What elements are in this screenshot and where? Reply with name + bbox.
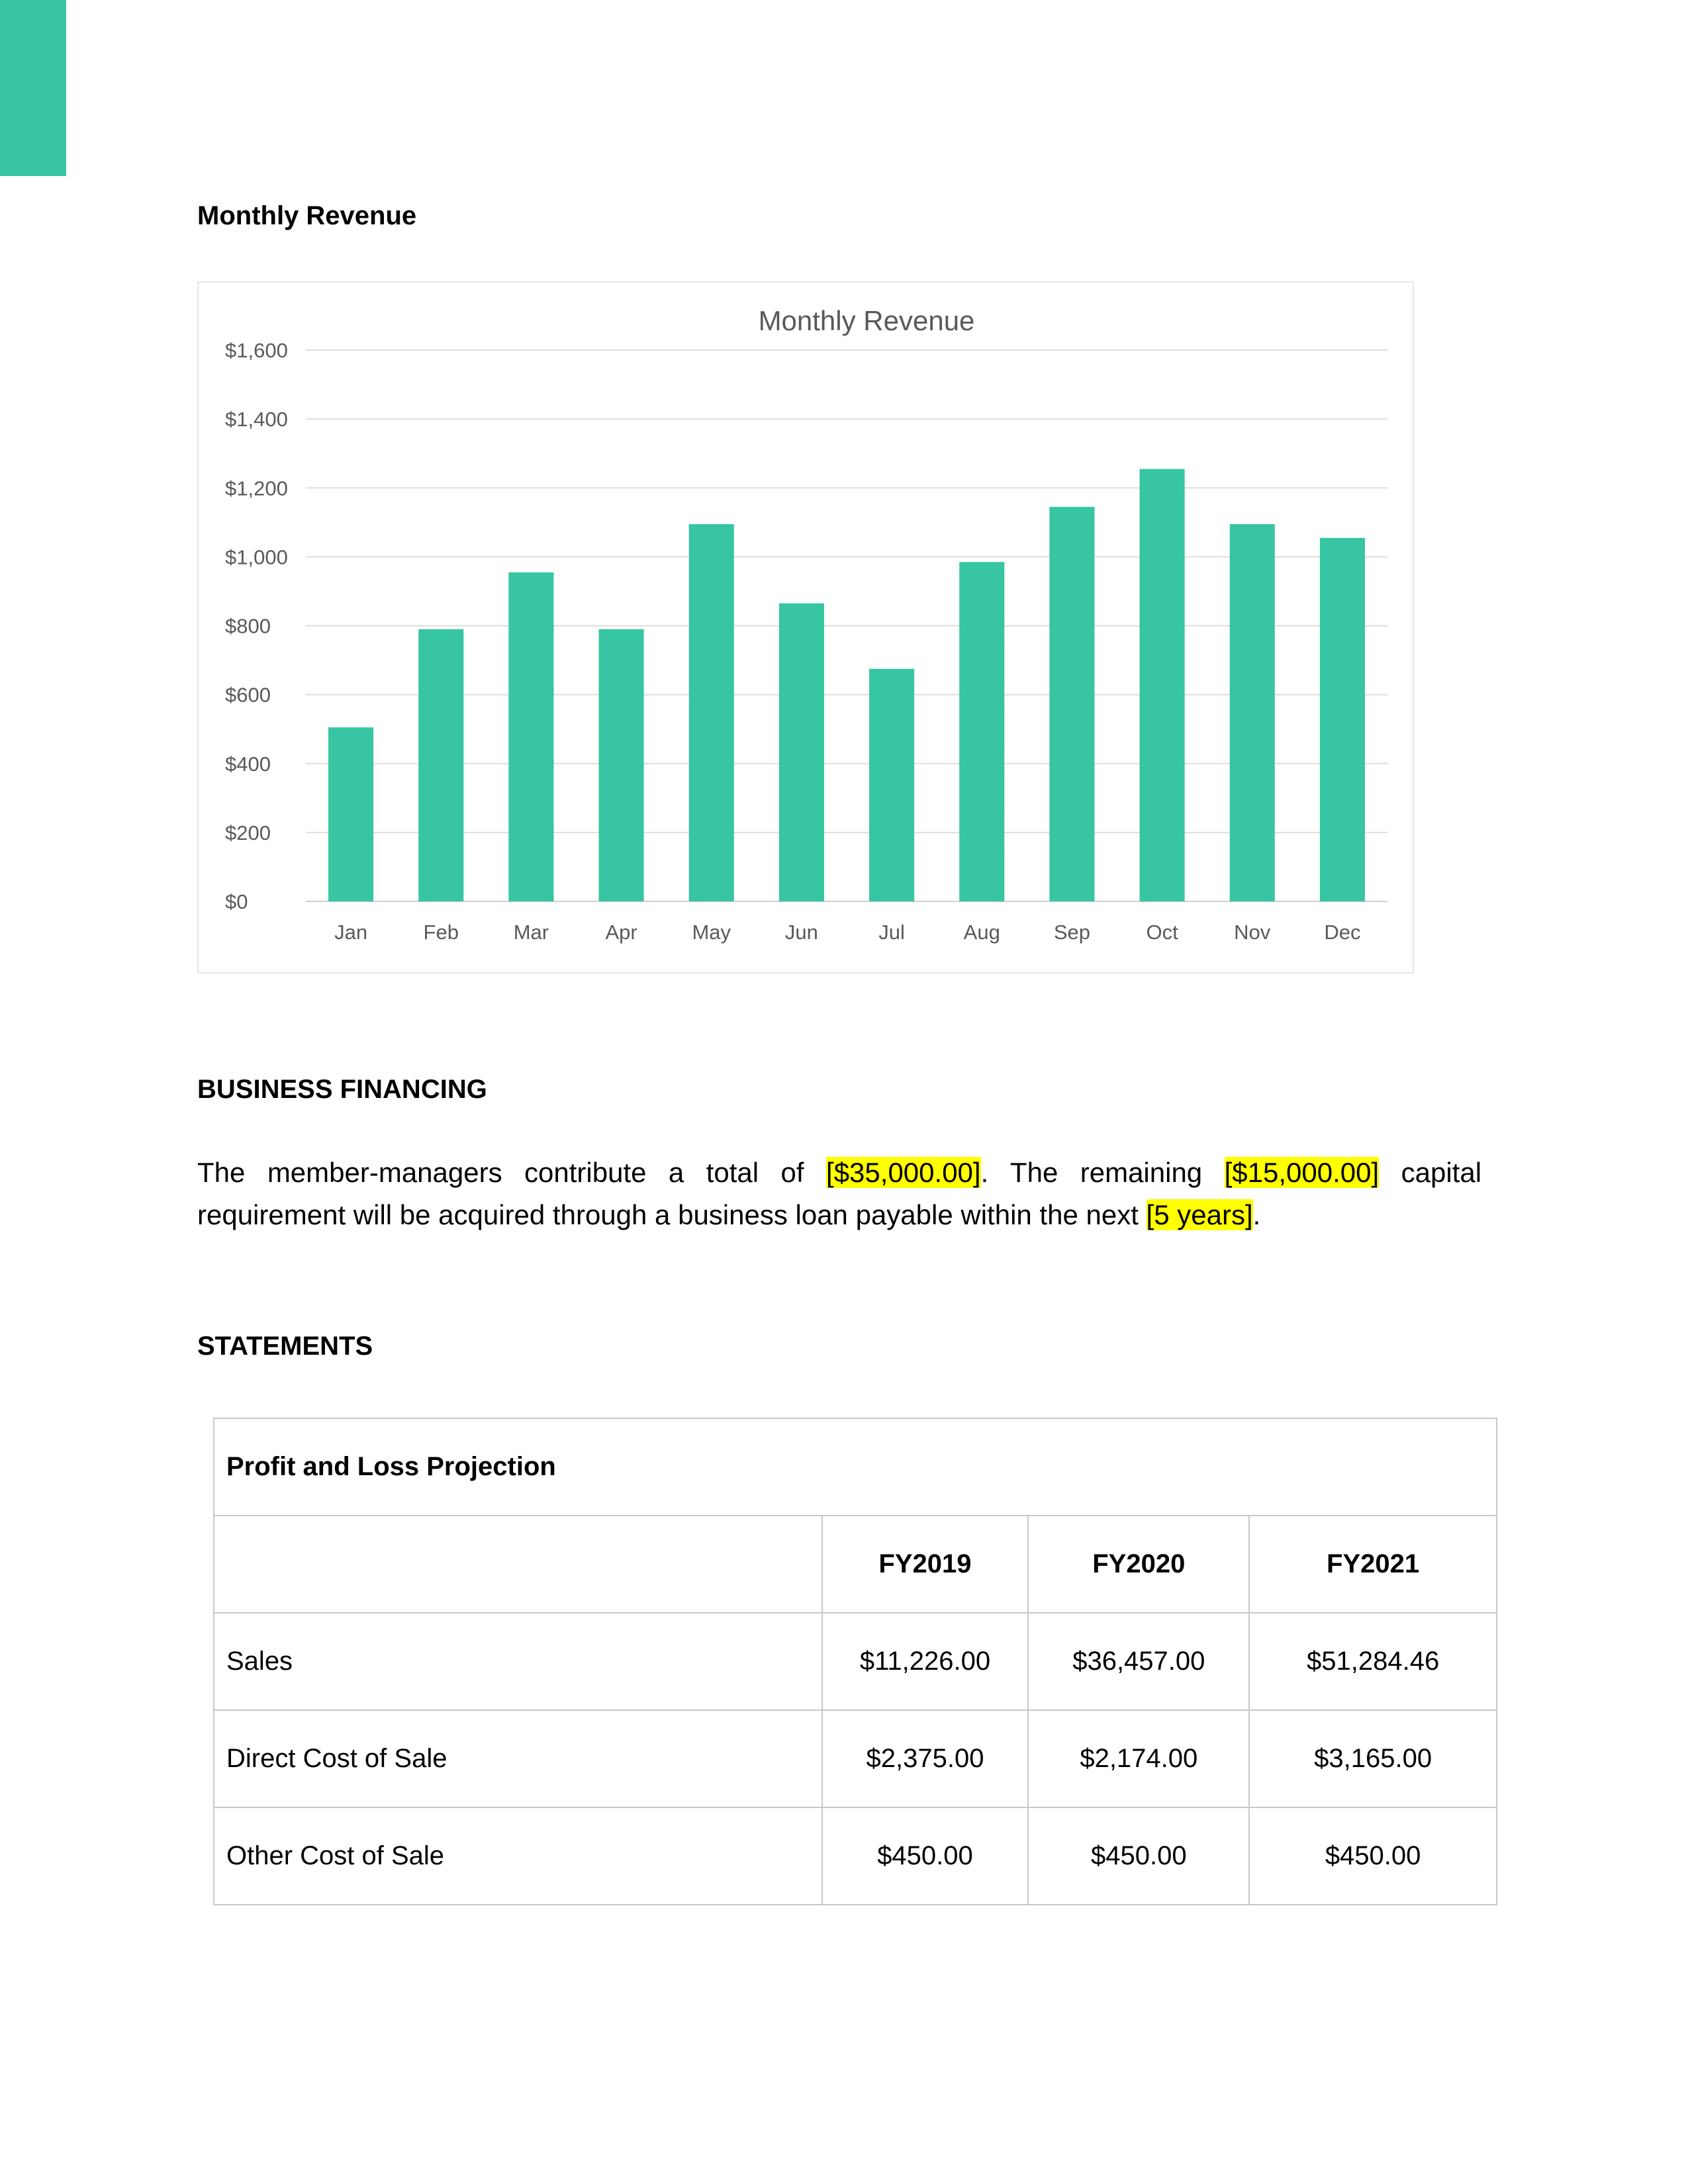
y-tick-label: $1,400 — [225, 408, 288, 432]
x-tick-label: Jun — [784, 921, 818, 944]
cell-value: $2,375.00 — [822, 1710, 1029, 1807]
cell-value: $51,284.46 — [1249, 1613, 1497, 1710]
profit-loss-table — [213, 1418, 1497, 1905]
corner-accent-tab — [0, 0, 66, 176]
x-tick-label: Jul — [878, 921, 905, 944]
bar — [1230, 524, 1275, 901]
cell-value: $2,174.00 — [1028, 1710, 1249, 1807]
bar — [869, 669, 914, 901]
bar — [1320, 538, 1365, 901]
cell-value: $36,457.00 — [1028, 1613, 1249, 1710]
chart-title: Monthly Revenue — [758, 305, 975, 336]
financing-text-1: The member-managers contribute a total of — [197, 1157, 827, 1188]
y-tick-label: $200 — [225, 821, 271, 844]
header-fy2020: FY2020 — [1028, 1516, 1249, 1613]
x-tick-label: Jan — [334, 921, 368, 944]
y-tick-label: $800 — [225, 614, 271, 638]
y-tick-label: $1,000 — [225, 545, 288, 569]
bar — [418, 629, 463, 901]
financing-text-4: . — [1252, 1199, 1261, 1230]
monthly-revenue-chart — [197, 281, 1414, 974]
financing-text-3: capital requirement will be acquired through a business loan payable within the next — [197, 1157, 1482, 1230]
table-header-row — [214, 1516, 1497, 1613]
header-fy2021: FY2021 — [1249, 1516, 1497, 1613]
bar — [1140, 469, 1185, 901]
remaining-amount-highlight: [$15,000.00] — [1224, 1157, 1380, 1188]
cell-value: $450.00 — [1249, 1807, 1497, 1905]
x-tick-label: Oct — [1146, 921, 1178, 944]
cell-value: $3,165.00 — [1249, 1710, 1497, 1807]
bar — [599, 629, 644, 901]
x-tick-label: Dec — [1324, 921, 1361, 944]
table-caption: Profit and Loss Projection — [214, 1418, 1497, 1516]
cell-value: $450.00 — [822, 1807, 1029, 1905]
bar — [508, 572, 553, 901]
cell-value: $11,226.00 — [822, 1613, 1029, 1710]
y-tick-label: $600 — [225, 683, 271, 707]
header-fy2019: FY2019 — [822, 1516, 1029, 1613]
y-tick-label: $1,600 — [225, 339, 288, 362]
contributed-amount-highlight: [$35,000.00] — [826, 1157, 981, 1188]
row-label: Direct Cost of Sale — [214, 1710, 822, 1807]
bar — [689, 524, 734, 901]
bar — [959, 562, 1004, 901]
table-row — [214, 1807, 1497, 1905]
x-tick-label: Sep — [1053, 921, 1091, 944]
x-tick-label: Feb — [423, 921, 459, 944]
monthly-revenue-heading: Monthly Revenue — [197, 201, 417, 230]
cell-value: $450.00 — [1028, 1807, 1249, 1905]
row-label: Sales — [214, 1613, 822, 1710]
bar — [1049, 507, 1094, 901]
x-tick-label: Aug — [963, 921, 1000, 944]
x-tick-label: Nov — [1234, 921, 1271, 944]
table-caption-row — [214, 1418, 1497, 1516]
x-tick-label: May — [692, 921, 731, 944]
x-tick-label: Mar — [513, 921, 549, 944]
y-tick-label: $400 — [225, 752, 271, 776]
financing-text-2: . The remaining — [980, 1157, 1225, 1188]
header-empty-cell — [214, 1516, 822, 1613]
x-tick-label: Apr — [605, 921, 637, 944]
table-row — [214, 1710, 1497, 1807]
row-label: Other Cost of Sale — [214, 1807, 822, 1905]
chart-canvas — [199, 283, 1413, 972]
loan-term-highlight: [5 years] — [1146, 1199, 1253, 1230]
y-tick-label: $0 — [225, 890, 248, 913]
y-tick-label: $1,200 — [225, 477, 288, 500]
statements-heading: STATEMENTS — [197, 1332, 373, 1361]
table-row — [214, 1613, 1497, 1710]
bar — [779, 604, 824, 901]
business-financing-heading: BUSINESS FINANCING — [197, 1075, 487, 1104]
bar — [328, 727, 373, 901]
financing-paragraph — [197, 1152, 1481, 1236]
